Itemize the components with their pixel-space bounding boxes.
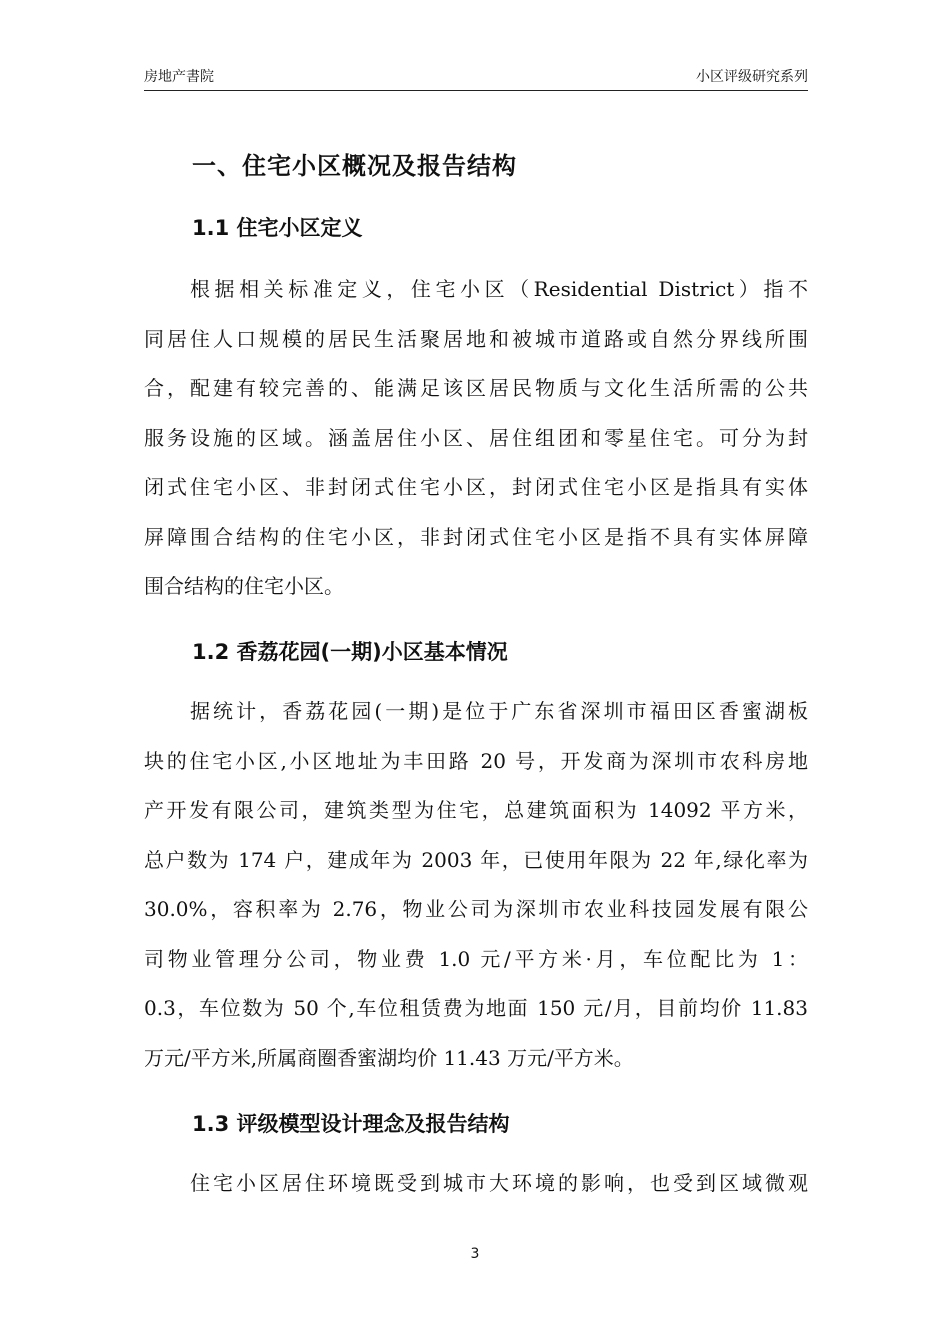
paragraph-1-2 bbox=[144, 687, 808, 1083]
paragraph-line: 块的住宅小区,小区地址为丰田路 20 号，开发商为深圳市农科房地 bbox=[144, 748, 808, 773]
paragraph-line: 万元/平方米,所属商圈香蜜湖均价 11.43 万元/平方米。 bbox=[144, 1045, 634, 1070]
header-left-text: 房地产書院 bbox=[144, 69, 214, 85]
heading-1-3: 1.3 评级模型设计理念及报告结构 bbox=[192, 1112, 510, 1136]
paragraph-line: 司物业管理分公司，物业费 1.0 元/平方米·月，车位配比为 1： bbox=[144, 946, 808, 971]
page-number: 3 bbox=[470, 1246, 480, 1262]
heading-1-1: 1.1 住宅小区定义 bbox=[192, 216, 363, 240]
paragraph-1-3 bbox=[144, 1159, 808, 1209]
paragraph-line: 住宅小区居住环境既受到城市大环境的影响，也受到区域微观 bbox=[190, 1171, 808, 1195]
paragraph-line: 合，配建有较完善的、能满足该区居民物质与文化生活所需的公共 bbox=[144, 376, 808, 400]
paragraph-line: 同居住人口规模的居民生活聚居地和被城市道路或自然分界线所围 bbox=[144, 326, 808, 351]
paragraph-line: 服务设施的区域。涵盖居住小区、居住组团和零星住宅。可分为封 bbox=[144, 425, 808, 450]
section-title: 一、住宅小区概况及报告结构 bbox=[192, 152, 517, 180]
page-header bbox=[144, 64, 808, 91]
paragraph-line: 总户数为 174 户，建成年为 2003 年，已使用年限为 22 年,绿化率为 bbox=[144, 847, 808, 872]
paragraph-line: 屏障围合结构的住宅小区，非封闭式住宅小区是指不具有实体屏障 bbox=[144, 524, 808, 549]
header-right-text: 小区评级研究系列 bbox=[696, 69, 808, 85]
paragraph-line: 产开发有限公司，建筑类型为住宅，总建筑面积为 14092 平方米， bbox=[144, 798, 808, 822]
paragraph-1-1 bbox=[144, 265, 808, 612]
heading-1-2: 1.2 香荔花园(一期)小区基本情况 bbox=[192, 640, 508, 664]
paragraph-line: 0.3，车位数为 50 个,车位租赁费为地面 150 元/月，目前均价 11.83 bbox=[144, 996, 808, 1020]
paragraph-line: 据统计，香荔花园(一期)是位于广东省深圳市福田区香蜜湖板 bbox=[190, 699, 808, 723]
paragraph-line: 围合结构的住宅小区。 bbox=[144, 574, 344, 598]
paragraph-line: 30.0%，容积率为 2.76，物业公司为深圳市农业科技园发展有限公 bbox=[144, 897, 808, 921]
paragraph-line: 闭式住宅小区、非封闭式住宅小区，封闭式住宅小区是指具有实体 bbox=[144, 475, 808, 499]
paragraph-line: 根据相关标准定义，住宅小区（Residential District）指不 bbox=[190, 277, 808, 301]
